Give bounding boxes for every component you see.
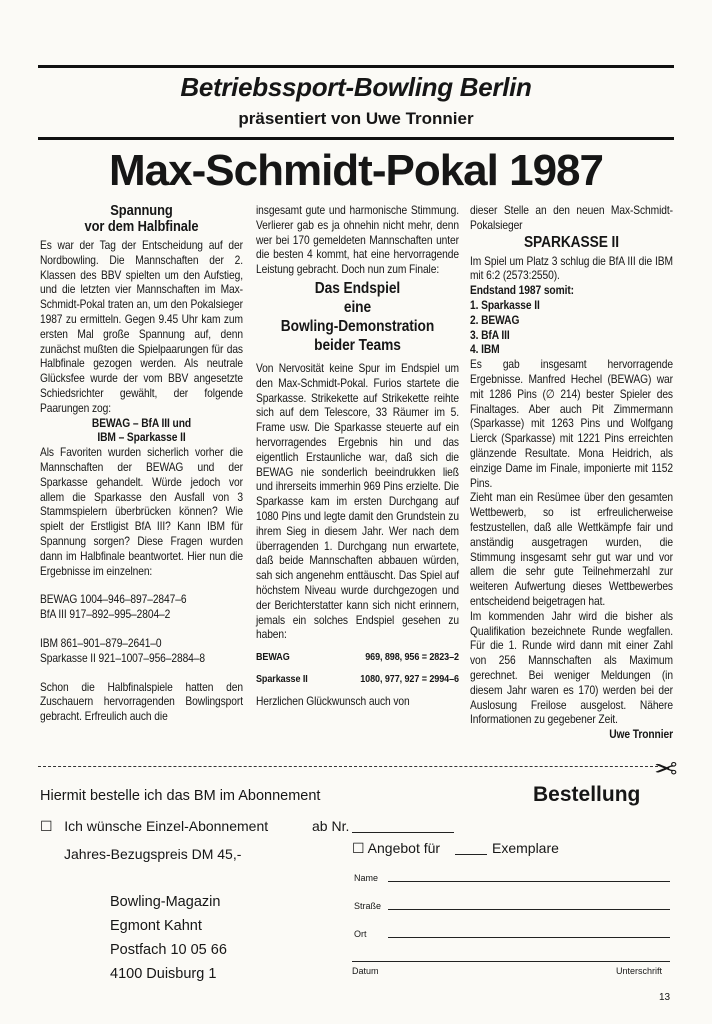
standing: 1. Sparkasse II: [470, 297, 540, 312]
checkbox-offer[interactable]: ☐ Angebot für: [352, 840, 441, 856]
paragraph: Schon die Halbfinalspiele hatten den Zuschauern hervorragenden Bowlingsport gebracht. Erfreulich auch die: [40, 679, 243, 724]
pairing: IBM – Sparkasse II: [97, 430, 186, 445]
order-title: Bestellung: [533, 783, 641, 806]
result-line: IBM 861–901–879–2641–0: [40, 635, 162, 650]
standing: 2. BEWAG: [470, 312, 520, 327]
result-line: BEWAG 1004–946–897–2847–6: [40, 592, 187, 607]
final-result: BEWAG 969, 898, 956 = 2823–2: [256, 651, 459, 664]
quantity-field[interactable]: [455, 854, 487, 855]
scissors-icon: ✂: [654, 752, 678, 783]
paragraph: Es war der Tag der Entscheidung auf der Nordbowling. Die Mannschaften der 2. Klassen des BBV spielten um den Aufstieg, und die letzten vier Mannschaften im Max-Schmidt-Pokal traten an, um den Pokalsieger 1987 zu ermitteln. Gegen 9.45 Uhr kam zum ersten Mal große Spannung auf, denn zunächst mußten die Spielpaarungen für das Halbfinale gezogen werden. Als neutrale Glücksfee wurde der vom BBV angesetzte Schiedsrichter gewählt, der folgende Paarungen zog:: [40, 238, 243, 415]
header-org: Betriebssport-Bowling Berlin: [180, 72, 532, 102]
paragraph: dieser Stelle an den neuen Max-Schmidt-Pokalsieger: [470, 203, 673, 232]
paragraph: Von Nervosität keine Spur im Endspiel um den Max-Schmidt-Pokal. Furios startete die Sparkasse. Strikekette auf Strikekette reihte sich auf dem Telescore, 33 Räumer im 5. Frame usw. Die Sparkasse steuerte auf ein hervorragendes Ergebnis hin und das eigentlich Erstaunliche war, daß sich die BEWAG nie sonderlich beeindrukken ließ und ihrerseits immerhin 969 Pins erzielte. Die Sparkasse kam im ersten Durchgang auf 1080 Pins und legte damit den Grundstein zu ihrem Sieg in diesem Jahr. Wer nach dem überragenden 1. Durchgang nun erwartete, daß beide Mannschaften abbauen würden, sah sich angenehm enttäuscht. Das Spiel auf höchstem Niveau wurde durchgezogen und der Berichterstatter kann sich nicht erinnern, jemals ein solches Endspiel gesehen zu haben:: [256, 360, 459, 642]
street-field[interactable]: [388, 909, 670, 910]
street-label: Straße: [354, 901, 382, 911]
heading: Das Endspiel eine Bowling-Demonstration beider Teams: [280, 279, 435, 354]
page-title: Max-Schmidt-Pokal 1987: [109, 146, 603, 195]
page-number: 13: [659, 992, 671, 1003]
paragraph: Im Spiel um Platz 3 schlug die BfA III die IBM mit 6:2 (2573:2550).: [470, 253, 673, 283]
heading: Spannung vor dem Halbfinale: [84, 202, 199, 235]
pairing: BEWAG – BfA III und: [91, 415, 192, 430]
column-3: [470, 203, 673, 742]
standings-title: Endstand 1987 somit:: [470, 283, 574, 298]
city-label: Ort: [354, 929, 367, 939]
title-rule: [38, 137, 674, 140]
paragraph: Zieht man ein Resümee über den gesamten Wettbewerb, so ist erfreulicherweise festzustellen, daß alle Wettkämpfe fair und anständig ausgetragen wurden, die Stimmung insgesamt sehr gut war und vor allem die sehr gute Teilnehmerzahl zur weiteren Aufwertung dieses Wettbewerbes entscheidend beigetragen hat.: [470, 490, 673, 608]
final-result: Sparkasse II 1080, 977, 927 = 2994–6: [256, 673, 459, 686]
paragraph: Als Favoriten wurden sicherlich vorher die Mannschaften der BEWAG und der Sparkasse gehandelt. Würde jedoch vor allem die Sparkasse den Ausfall von 3 Stammspielern überbrücken können? Wie spielt der Erstligist BfA III? Kann IBM für Spannung sorgen? Diese Fragen wurden dann im Halbfinale beantwortet. Hier nun die Ergebnisse im einzelnen:: [40, 445, 243, 578]
name-label: Name: [354, 873, 379, 883]
winner: SPARKASSE II: [523, 233, 620, 251]
column-2: [256, 203, 459, 709]
order-intro: Hiermit bestelle ich das BM im Abonnement: [40, 788, 321, 804]
paragraph: Im kommenden Jahr wird die bisher als Qualifikation bezeichnete Runde wegfallen. Für die 1. Runde wird dann mit einer Zahl von 256 Mannschaften als Maximum gerechnet. Bei weniger Meldungen (in diesem Jahr waren es 170) werden bei der Auslosung Freilose ausgelost. Nähere Informationen zu gegebener Zeit.: [470, 608, 673, 727]
price: Jahres-Bezugspreis DM 45,-: [64, 846, 242, 862]
city-field[interactable]: [388, 937, 670, 938]
paragraph: Es gab insgesamt hervorragende Ergebnisse. Manfred Hechel (BEWAG) war mit 1286 Pins (∅ 214) bester Spieler des Finaltages. Aber auch Pit Zimmermann (Sparkasse) mit 1263 Pins und Wolfgang Lierck (Sparkasse) mit 1221 Pins erreichten glänzende Resultate. Mona Heidrich, als einzige Dame im Finale, imponierte mit 1152 Pins.: [470, 357, 673, 490]
standing: 3. BfA III: [470, 327, 510, 342]
cut-line: [38, 766, 658, 767]
top-rule: [38, 65, 674, 68]
ab-nr-label: ab Nr.: [312, 818, 350, 834]
column-1: [40, 203, 243, 724]
header-presented: präsentiert von Uwe Tronnier: [238, 109, 474, 128]
result-line: BfA III 917–892–995–2804–2: [40, 607, 171, 622]
result-line: Sparkasse II 921–1007–956–2884–8: [40, 650, 205, 665]
signature-field[interactable]: [352, 961, 670, 962]
ab-nr-field[interactable]: [352, 832, 454, 833]
name-field[interactable]: [388, 881, 670, 882]
date-label: Datum: [352, 966, 379, 976]
author: Uwe Tronnier: [609, 727, 673, 742]
exemplare-label: Exemplare: [492, 840, 559, 856]
checkbox-single-subscription[interactable]: ☐ Ich wünsche Einzel-Abonnement: [40, 818, 269, 834]
paragraph: Herzlichen Glückwunsch auch von: [256, 694, 410, 709]
signature-label: Unterschrift: [616, 966, 663, 976]
paragraph: insgesamt gute und harmonische Stimmung. Verlierer gab es ja ohnehin nicht mehr, denn wer bei 170 gemeldeten Mannschaften unter die besten 4 kommt, hat eine hervorragende Leistung gebracht. Doch nun zum Finale:: [256, 203, 459, 277]
address: Bowling-Magazin Egmont Kahnt Postfach 10 05 66 4100 Duisburg 1: [110, 894, 227, 982]
standing: 4. IBM: [470, 342, 500, 357]
